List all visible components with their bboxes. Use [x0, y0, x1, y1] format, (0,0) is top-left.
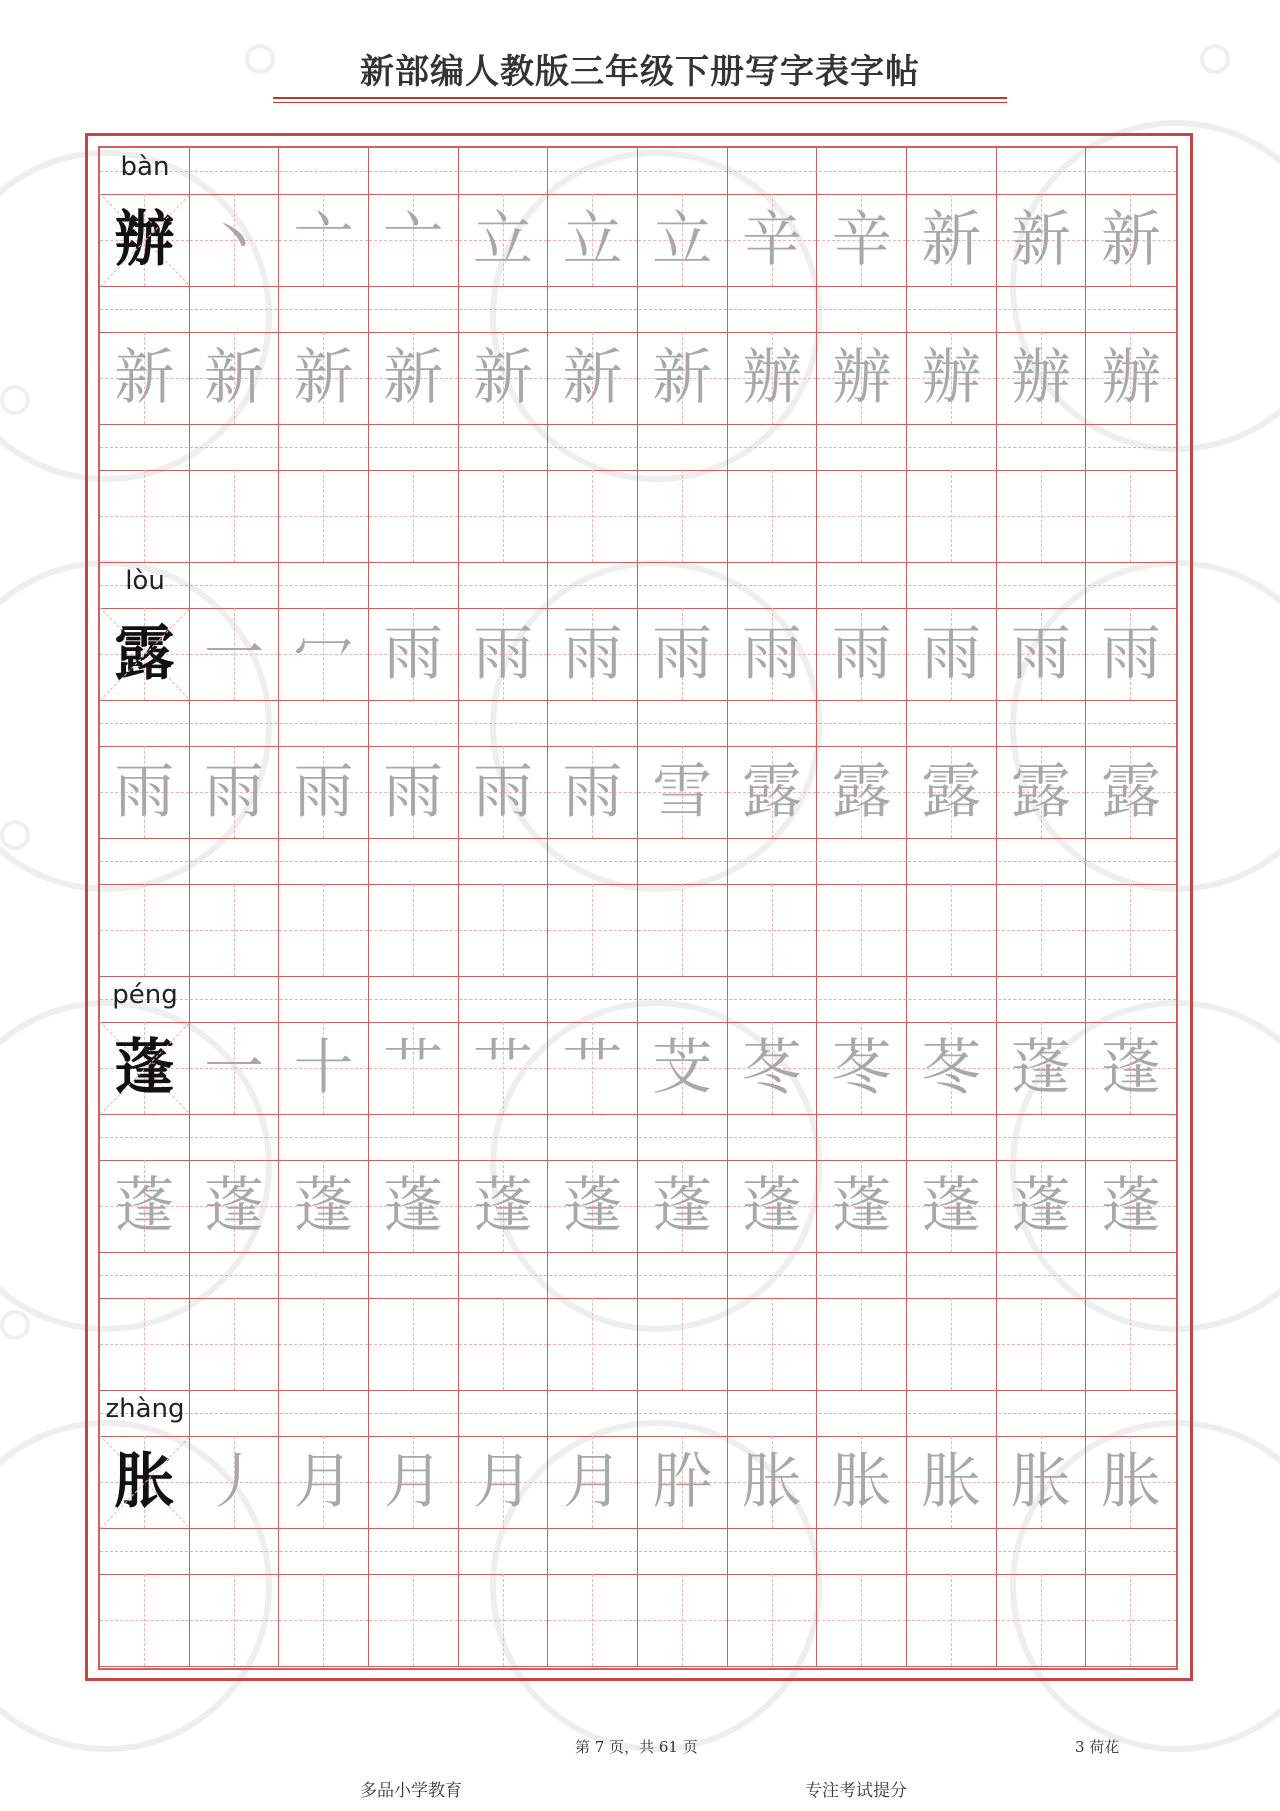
stroke-order-glyph: 十	[293, 1033, 354, 1103]
practice-cell[interactable]	[638, 1298, 728, 1390]
practice-cell[interactable]	[997, 194, 1087, 286]
stroke-order-glyph: 肸	[652, 1447, 713, 1517]
practice-cell[interactable]	[728, 1160, 818, 1252]
practice-cell[interactable]	[728, 1022, 818, 1114]
practice-cell[interactable]	[279, 1574, 369, 1666]
practice-cell[interactable]	[369, 194, 459, 286]
pinyin-row	[100, 562, 1176, 609]
practice-cell[interactable]	[907, 608, 997, 700]
practice-cell[interactable]	[279, 608, 369, 700]
pinyin-row	[100, 1390, 1176, 1437]
stroke-order-glyph: 苳	[741, 1033, 802, 1103]
watermark-dot	[0, 820, 30, 850]
pinyin-guide-line	[100, 309, 1176, 310]
stroke-order-glyph: 雪	[652, 757, 713, 827]
watermark-dot	[0, 385, 30, 415]
practice-cell[interactable]	[997, 1022, 1087, 1114]
practice-cell[interactable]	[190, 1574, 280, 1666]
practice-cell[interactable]	[817, 884, 907, 976]
practice-cell[interactable]	[190, 884, 280, 976]
practice-cell[interactable]	[190, 1160, 280, 1252]
stroke-order-glyph: 蓬	[1101, 1033, 1162, 1103]
writing-row	[100, 332, 1176, 425]
stroke-order-glyph: 新	[1101, 205, 1162, 275]
practice-cell[interactable]	[190, 608, 280, 700]
stroke-order-glyph: 雨	[1101, 619, 1162, 689]
practice-cell[interactable]	[100, 1574, 190, 1666]
pinyin-row	[100, 976, 1176, 1023]
practice-cell[interactable]	[369, 1574, 459, 1666]
practice-cell[interactable]	[100, 470, 190, 562]
model-character: 蓬	[114, 1033, 175, 1103]
practice-cell[interactable]	[817, 470, 907, 562]
practice-cell[interactable]	[279, 1436, 369, 1528]
practice-cell[interactable]	[907, 1436, 997, 1528]
practice-cell[interactable]	[907, 1574, 997, 1666]
practice-cell[interactable]	[638, 1160, 728, 1252]
practice-cell[interactable]	[190, 470, 280, 562]
practice-cell[interactable]	[548, 1022, 638, 1114]
stroke-order-glyph: 冖	[293, 619, 354, 689]
practice-cell[interactable]	[190, 1436, 280, 1528]
pinyin-row	[100, 148, 1176, 195]
stroke-order-glyph: 辦	[921, 343, 982, 413]
practice-cell[interactable]	[369, 608, 459, 700]
stroke-order-glyph: 辦	[1101, 343, 1162, 413]
practice-cell[interactable]	[279, 470, 369, 562]
practice-cell[interactable]	[369, 332, 459, 424]
pinyin-guide-line	[100, 1137, 1176, 1138]
stroke-order-glyph: 新	[203, 343, 264, 413]
stroke-order-glyph: 雨	[1010, 619, 1071, 689]
stroke-order-glyph: 新	[383, 343, 444, 413]
stroke-order-glyph: 蓬	[562, 1171, 623, 1241]
stroke-order-glyph: 雨	[562, 757, 623, 827]
pinyin-label: bàn	[120, 152, 170, 182]
stroke-order-glyph: 雨	[203, 757, 264, 827]
stroke-order-glyph: 雨	[562, 619, 623, 689]
footer-slogan: 专注考试提分	[805, 1781, 907, 1801]
practice-cell[interactable]	[279, 1160, 369, 1252]
stroke-order-glyph: 一	[203, 1033, 264, 1103]
stroke-order-glyph: 新	[472, 343, 533, 413]
stroke-order-glyph: 辛	[741, 205, 802, 275]
practice-cell[interactable]	[279, 1022, 369, 1114]
stroke-order-glyph: 新	[114, 343, 175, 413]
practice-cell[interactable]	[190, 1298, 280, 1390]
practice-cell[interactable]	[907, 1022, 997, 1114]
practice-cell[interactable]	[548, 1574, 638, 1666]
practice-cell[interactable]	[638, 1436, 728, 1528]
practice-cell[interactable]	[1086, 1298, 1176, 1390]
practice-cell[interactable]	[279, 1298, 369, 1390]
pinyin-row	[100, 286, 1176, 333]
stroke-order-glyph: 芠	[652, 1033, 713, 1103]
practice-cell[interactable]	[459, 1022, 549, 1114]
practice-cell[interactable]	[459, 332, 549, 424]
practice-cell[interactable]	[728, 1574, 818, 1666]
stroke-order-glyph: 丿	[203, 1447, 264, 1517]
practice-cell[interactable]	[638, 194, 728, 286]
pinyin-label: zhàng	[105, 1394, 185, 1424]
practice-cell[interactable]	[997, 1298, 1087, 1390]
practice-cell[interactable]	[997, 608, 1087, 700]
stroke-order-glyph: 苳	[921, 1033, 982, 1103]
practice-cell[interactable]	[459, 1436, 549, 1528]
practice-cell[interactable]	[817, 1436, 907, 1528]
practice-cell[interactable]	[728, 1436, 818, 1528]
practice-cell[interactable]	[907, 1160, 997, 1252]
practice-cell[interactable]	[728, 746, 818, 838]
practice-cell[interactable]	[548, 470, 638, 562]
practice-cell[interactable]	[638, 1022, 728, 1114]
pinyin-row	[100, 1252, 1176, 1299]
model-character: 辦	[114, 205, 175, 275]
practice-cell[interactable]	[728, 884, 818, 976]
stroke-order-glyph: 蓬	[472, 1171, 533, 1241]
pinyin-guide-line	[100, 1275, 1176, 1276]
practice-cell[interactable]	[997, 1436, 1087, 1528]
practice-cell[interactable]	[100, 1298, 190, 1390]
practice-cell[interactable]	[1086, 1160, 1176, 1252]
stroke-order-glyph: 艹	[472, 1033, 533, 1103]
practice-cell[interactable]	[907, 470, 997, 562]
stroke-order-glyph: 辦	[831, 343, 892, 413]
practice-cell[interactable]	[548, 194, 638, 286]
stroke-order-glyph: 胀	[1101, 1447, 1162, 1517]
practice-cell[interactable]	[369, 1298, 459, 1390]
practice-cell[interactable]	[1086, 1022, 1176, 1114]
practice-cell[interactable]	[817, 332, 907, 424]
stroke-order-glyph: 月	[562, 1447, 623, 1517]
stroke-order-glyph: 露	[1101, 757, 1162, 827]
practice-cell[interactable]	[907, 332, 997, 424]
stroke-order-glyph: 辦	[741, 343, 802, 413]
practice-cell[interactable]	[548, 884, 638, 976]
practice-cell[interactable]	[638, 608, 728, 700]
practice-cell[interactable]	[907, 884, 997, 976]
stroke-order-glyph: 露	[1010, 757, 1071, 827]
practice-cell[interactable]	[1086, 746, 1176, 838]
stroke-order-glyph: 艹	[383, 1033, 444, 1103]
practice-cell[interactable]	[907, 1298, 997, 1390]
practice-cell[interactable]	[817, 608, 907, 700]
model-character: 露	[114, 619, 175, 689]
practice-cell[interactable]	[459, 194, 549, 286]
pinyin-guide-line	[100, 999, 1176, 1000]
practice-cell[interactable]	[548, 746, 638, 838]
writing-row	[100, 1436, 1176, 1529]
practice-cell[interactable]	[907, 746, 997, 838]
practice-cell[interactable]	[548, 1160, 638, 1252]
practice-cell[interactable]	[1086, 608, 1176, 700]
practice-cell[interactable]	[548, 1298, 638, 1390]
practice-cell[interactable]	[369, 884, 459, 976]
writing-row	[100, 1298, 1176, 1391]
stroke-order-glyph: 露	[741, 757, 802, 827]
stroke-order-glyph: 立	[652, 205, 713, 275]
practice-cell[interactable]	[190, 1022, 280, 1114]
stroke-order-glyph: 蓬	[921, 1171, 982, 1241]
practice-cell[interactable]	[638, 1574, 728, 1666]
stroke-order-glyph: 新	[652, 343, 713, 413]
pinyin-guide-line	[100, 861, 1176, 862]
practice-cell[interactable]	[279, 884, 369, 976]
stroke-order-glyph: 新	[562, 343, 623, 413]
stroke-order-glyph: 雨	[114, 757, 175, 827]
practice-cell[interactable]	[548, 608, 638, 700]
practice-cell[interactable]	[1086, 1436, 1176, 1528]
practice-cell[interactable]	[997, 1160, 1087, 1252]
title-underline-thin	[273, 102, 1007, 103]
practice-cell[interactable]	[190, 746, 280, 838]
stroke-order-glyph: 月	[383, 1447, 444, 1517]
practice-cell[interactable]	[728, 332, 818, 424]
model-character-cell[interactable]	[100, 1022, 190, 1114]
pinyin-row	[100, 700, 1176, 747]
stroke-order-glyph: 蓬	[1010, 1033, 1071, 1103]
stroke-order-glyph: 雨	[831, 619, 892, 689]
practice-cell[interactable]	[1086, 1574, 1176, 1666]
practice-cell[interactable]	[548, 1436, 638, 1528]
stroke-order-glyph: 胀	[741, 1447, 802, 1517]
pinyin-guide-line	[100, 1413, 1176, 1414]
pinyin-label: lòu	[125, 566, 165, 596]
stroke-order-glyph: 蓬	[831, 1171, 892, 1241]
pinyin-row	[100, 424, 1176, 471]
stroke-order-glyph: 月	[472, 1447, 533, 1517]
stroke-order-glyph: 雨	[921, 619, 982, 689]
model-character-cell[interactable]	[100, 1436, 190, 1528]
stroke-order-glyph: 胀	[1010, 1447, 1071, 1517]
stroke-order-glyph: 丶	[203, 205, 264, 275]
page-number: 第 7 页，共 61 页	[575, 1738, 698, 1756]
practice-cell[interactable]	[817, 1298, 907, 1390]
practice-cell[interactable]	[459, 1574, 549, 1666]
writing-row	[100, 746, 1176, 839]
practice-cell[interactable]	[638, 470, 728, 562]
stroke-order-glyph: 雨	[472, 619, 533, 689]
model-character-cell[interactable]	[100, 608, 190, 700]
stroke-order-glyph: 胀	[831, 1447, 892, 1517]
stroke-order-glyph: 月	[293, 1447, 354, 1517]
stroke-order-glyph: 立	[562, 205, 623, 275]
practice-cell[interactable]	[907, 194, 997, 286]
model-character: 胀	[114, 1447, 175, 1517]
stroke-order-glyph: 露	[921, 757, 982, 827]
practice-cell[interactable]	[728, 1298, 818, 1390]
writing-row	[100, 1574, 1176, 1667]
stroke-order-glyph: 辛	[831, 205, 892, 275]
writing-row	[100, 1160, 1176, 1253]
practice-cell[interactable]	[459, 746, 549, 838]
stroke-order-glyph: 雨	[741, 619, 802, 689]
pinyin-guide-line	[100, 723, 1176, 724]
pinyin-row	[100, 838, 1176, 885]
practice-cell[interactable]	[1086, 194, 1176, 286]
stroke-order-glyph: 蓬	[293, 1171, 354, 1241]
practice-cell[interactable]	[1086, 470, 1176, 562]
writing-row	[100, 1022, 1176, 1115]
practice-cell[interactable]	[817, 1160, 907, 1252]
practice-cell[interactable]	[997, 746, 1087, 838]
pinyin-row	[100, 1114, 1176, 1161]
practice-cell[interactable]	[817, 194, 907, 286]
watermark-dot	[0, 1310, 30, 1340]
practice-cell[interactable]	[279, 746, 369, 838]
practice-cell[interactable]	[190, 332, 280, 424]
practice-cell[interactable]	[279, 194, 369, 286]
pinyin-label: péng	[112, 980, 178, 1010]
pinyin-row	[100, 1528, 1176, 1575]
stroke-order-glyph: 雨	[293, 757, 354, 827]
practice-cell[interactable]	[548, 332, 638, 424]
practice-cell[interactable]	[459, 1298, 549, 1390]
practice-cell[interactable]	[100, 746, 190, 838]
practice-cell[interactable]	[459, 470, 549, 562]
pinyin-guide-line	[100, 171, 1176, 172]
stroke-order-glyph: 立	[472, 205, 533, 275]
stroke-order-glyph: 雨	[472, 757, 533, 827]
practice-cell[interactable]	[369, 746, 459, 838]
stroke-order-glyph: 蓬	[383, 1171, 444, 1241]
practice-cell[interactable]	[997, 1574, 1087, 1666]
practice-cell[interactable]	[728, 194, 818, 286]
practice-cell[interactable]	[1086, 884, 1176, 976]
pinyin-guide-line	[100, 585, 1176, 586]
stroke-order-glyph: 蓬	[1010, 1171, 1071, 1241]
practice-cell[interactable]	[817, 1022, 907, 1114]
stroke-order-glyph: 雨	[652, 619, 713, 689]
practice-cell[interactable]	[638, 884, 728, 976]
stroke-order-glyph: 新	[293, 343, 354, 413]
stroke-order-glyph: 蓬	[203, 1171, 264, 1241]
practice-cell[interactable]	[190, 194, 280, 286]
practice-cell[interactable]	[100, 332, 190, 424]
practice-cell[interactable]	[459, 1160, 549, 1252]
practice-cell[interactable]	[459, 608, 549, 700]
practice-cell[interactable]	[997, 470, 1087, 562]
stroke-order-glyph: 一	[203, 619, 264, 689]
practice-cell[interactable]	[1086, 332, 1176, 424]
practice-cell[interactable]	[638, 332, 728, 424]
lesson-label: 3 荷花	[1075, 1738, 1120, 1756]
stroke-order-glyph: 辦	[1010, 343, 1071, 413]
practice-cell[interactable]	[369, 1160, 459, 1252]
writing-row	[100, 194, 1176, 287]
stroke-order-glyph: 新	[1010, 205, 1071, 275]
pinyin-guide-line	[100, 1551, 1176, 1552]
pinyin-guide-line	[100, 447, 1176, 448]
practice-cell[interactable]	[817, 1574, 907, 1666]
stroke-order-glyph: 蓬	[741, 1171, 802, 1241]
practice-cell[interactable]	[100, 884, 190, 976]
practice-cell[interactable]	[638, 746, 728, 838]
writing-row	[100, 884, 1176, 977]
stroke-order-glyph: 雨	[383, 619, 444, 689]
stroke-order-glyph: 亠	[293, 205, 354, 275]
page-title: 新部编人教版三年级下册写字表字帖	[360, 52, 920, 92]
model-character-cell[interactable]	[100, 194, 190, 286]
stroke-order-glyph: 蓬	[1101, 1171, 1162, 1241]
practice-grid	[98, 146, 1178, 1670]
practice-cell[interactable]	[369, 470, 459, 562]
title-underline	[273, 97, 1007, 99]
practice-cell[interactable]	[817, 746, 907, 838]
practice-cell[interactable]	[100, 1160, 190, 1252]
practice-cell[interactable]	[459, 884, 549, 976]
practice-cell[interactable]	[997, 884, 1087, 976]
writing-row	[100, 608, 1176, 701]
practice-cell[interactable]	[369, 1022, 459, 1114]
practice-cell[interactable]	[728, 470, 818, 562]
stroke-order-glyph: 蓬	[114, 1171, 175, 1241]
stroke-order-glyph: 蓬	[652, 1171, 713, 1241]
footer-brand: 多品小学教育	[360, 1781, 462, 1801]
stroke-order-glyph: 新	[921, 205, 982, 275]
stroke-order-glyph: 亠	[383, 205, 444, 275]
practice-cell[interactable]	[369, 1436, 459, 1528]
practice-cell[interactable]	[728, 608, 818, 700]
stroke-order-glyph: 雨	[383, 757, 444, 827]
writing-row	[100, 470, 1176, 563]
stroke-order-glyph: 艹	[562, 1033, 623, 1103]
practice-cell[interactable]	[997, 332, 1087, 424]
stroke-order-glyph: 露	[831, 757, 892, 827]
practice-cell[interactable]	[279, 332, 369, 424]
stroke-order-glyph: 苳	[831, 1033, 892, 1103]
stroke-order-glyph: 胀	[921, 1447, 982, 1517]
